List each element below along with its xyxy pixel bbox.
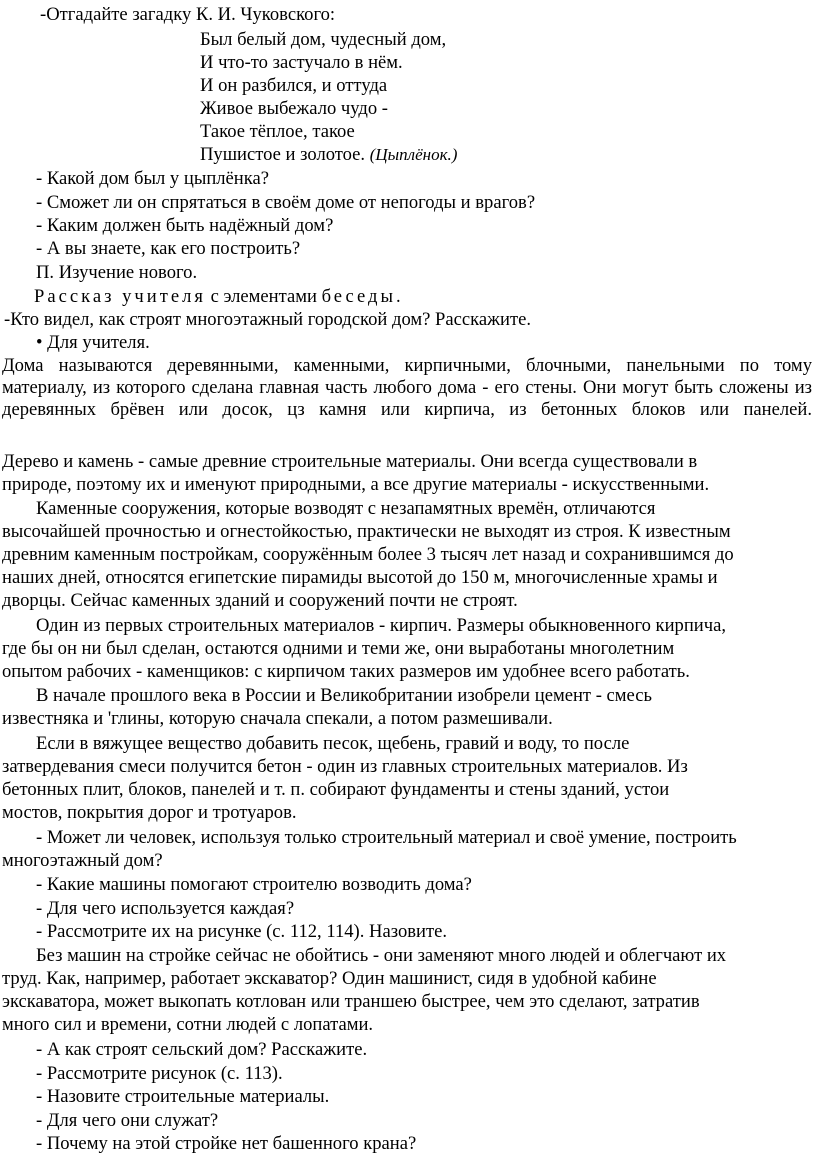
question: - А вы знаете, как его построить? <box>36 238 301 259</box>
question: - А как строят сельский дом? Расскажите. <box>36 1039 368 1060</box>
paragraph-house-types: Дома называются деревянными, каменными, кирпичными, блочными, панельными по тому материалу, из которого сделана главная часть любого дома - его стены. Они могут быть сложены из деревянных брёвен или досок, цз камня или кирпича, из бетонных блоков или панелей. <box>2 355 812 420</box>
paragraph-line: природе, поэтому их и именуют природными, а все другие материалы - искусственными. <box>2 474 710 495</box>
paragraph-line: Если в вяжущее вещество добавить песок, щебень, гравий и воду, то после <box>36 733 630 754</box>
question: - Какие машины помогают строителю возводить дома? <box>36 874 472 895</box>
paragraph-line: экскаватора, может выкопать котлован или траншею быстрее, чем это сделают, затратив <box>2 991 700 1012</box>
paragraph-line: Без машин на стройке сейчас не обойтись - они заменяют много людей и облегчают их <box>36 945 727 966</box>
question: - Может ли человек, используя только строительный материал и своё умение, построить <box>36 827 737 848</box>
question: - Назовите строительные материалы. <box>36 1086 330 1107</box>
poem-line: Был белый дом, чудесный дом, <box>200 29 447 50</box>
story-label-end: беседы. <box>321 286 404 307</box>
riddle-answer: (Цыплёнок.) <box>369 145 458 164</box>
riddle-intro: -Отгадайте загадку К. И. Чуковского: <box>40 4 336 25</box>
paragraph-line: дворцы. Сейчас каменных зданий и сооружений почти не строят. <box>2 590 518 611</box>
poem-line-text: Пушистое и золотое. <box>200 144 366 165</box>
paragraph-line: В начале прошлого века в России и Великобритании изобрели цемент - смесь <box>36 685 653 706</box>
city-house-question: -Кто видел, как строят многоэтажный городской дом? Расскажите. <box>4 309 531 330</box>
paragraph-line: известняка и 'глины, которую сначала спекали, а потом размешивали. <box>2 708 553 729</box>
for-teacher-label: • Для учителя. <box>36 332 150 353</box>
story-label-middle: с элементами <box>210 286 317 307</box>
poem-line: Такое тёплое, такое <box>200 121 355 142</box>
paragraph-line: наших дней, относятся египетские пирамиды высотой до 150 м, многочисленные храмы и <box>2 567 718 588</box>
poem-line: Живое выбежало чудо - <box>200 98 388 119</box>
paragraph-line: Один из первых строительных материалов - кирпич. Размеры обыкновенного кирпича, <box>36 615 726 636</box>
paragraph-line: где бы он ни был сделан, остаются одними и теми же, они выработаны многолетним <box>2 638 675 659</box>
poem-line: И что-то застучало в нём. <box>200 52 403 73</box>
paragraph-line: высочайшей прочностью и огнестойкостью, практически не выходят из строя. К известным <box>2 521 731 542</box>
question: - Для чего они служат? <box>36 1110 219 1131</box>
question: - Для чего используется каждая? <box>36 898 295 919</box>
poem-line-last <box>200 144 457 166</box>
question-continued: многоэтажный дом? <box>2 850 163 871</box>
question: - Рассмотрите их на рисунке (с. 112, 114). Назовите. <box>36 921 448 942</box>
story-label: Рассказ учителя <box>34 286 206 307</box>
paragraph-line: Дерево и камень - самые древние строительные материалы. Они всегда существовали в <box>2 451 698 472</box>
paragraph-line: Каменные сооружения, которые возводят с незапамятных времён, отличаются <box>36 498 656 519</box>
paragraph-line: затвердевания смеси получится бетон - один из главных строительных материалов. Из <box>2 756 688 777</box>
paragraph-line: труд. Как, например, работает экскаватор? Один машинист, сидя в удобной кабине <box>2 968 657 989</box>
poem-line: И он разбился, и оттуда <box>200 75 388 96</box>
section-heading: П. Изучение нового. <box>36 262 198 283</box>
question: - Каким должен быть надёжный дом? <box>36 215 334 236</box>
paragraph-line: бетонных плит, блоков, панелей и т. п. собирают фундаменты и стены зданий, устои <box>2 779 670 800</box>
paragraph-line: много сил и времени, сотни людей с лопатами. <box>2 1014 374 1035</box>
paragraph-line: мостов, покрытия дорог и тротуаров. <box>2 802 297 823</box>
question: - Почему на этой стройке нет башенного крана? <box>36 1133 417 1154</box>
question: - Сможет ли он спрятаться в своём доме от непогоды и врагов? <box>36 192 536 213</box>
teacher-story-heading <box>34 286 404 308</box>
paragraph-line: древним каменным постройкам, сооружённым более 3 тысяч лет назад и сохранившимся до <box>2 544 734 565</box>
paragraph-line: опытом рабочих - каменщиков: с кирпичом таких размеров им удобнее всего работать. <box>2 661 690 682</box>
question: - Какой дом был у цыплёнка? <box>36 168 270 189</box>
question: - Рассмотрите рисунок (с. 113). <box>36 1063 283 1084</box>
